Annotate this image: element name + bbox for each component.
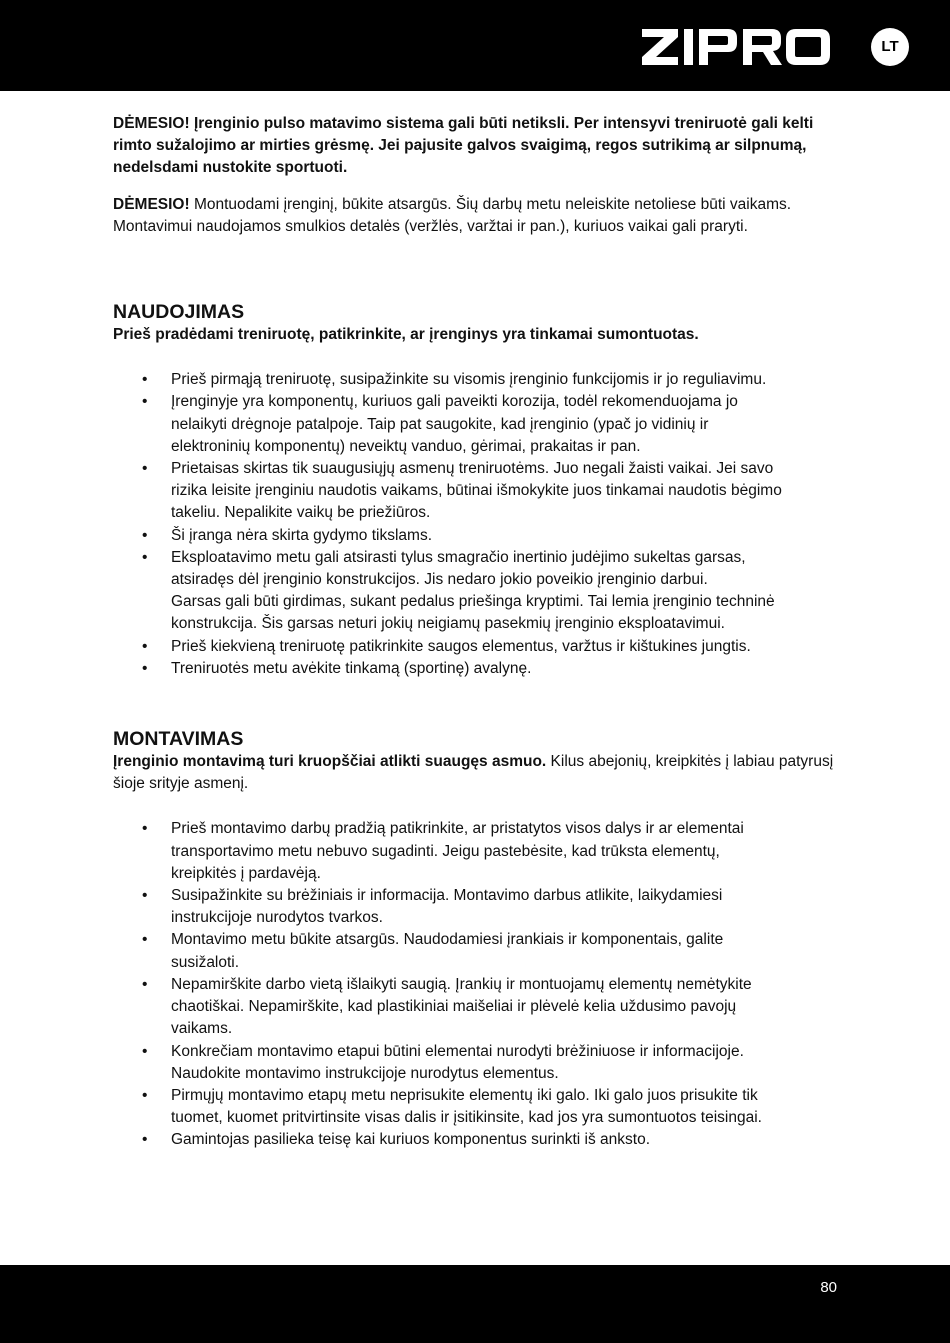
bullet-icon: • <box>142 548 148 566</box>
list-item <box>113 1041 843 1085</box>
bullet-icon: • <box>142 637 148 655</box>
bullet-icon: • <box>142 371 148 389</box>
list-item-text: Įrenginyje yra komponentų, kuriuos gali paveikti korozija, todėl rekomenduojama jo nelaikyti drėgnoje patalpoje. Taip pat saugokite, kad įrenginio (ypač jo vidinių ir elektroninių komponentų) neveiktų vanduo, gėrimai, prakaitas ir pan. <box>171 393 738 455</box>
list-item-text: Prieš montavimo darbų pradžią patikrinkite, ar pristatytos visos dalys ir ar elementai transportavimo metu nebuvo sugadinti. Jeigu pastebėsite, kad trūksta elementų, kreipkitės į pardavėją. <box>171 820 744 882</box>
list-item-text: Nepamirškite darbo vietą išlaikyti saugią. Įrankių ir montuojamų elementų nemėtykite chaotiškai. Nepamirškite, kad plastikiniai maišeliai ir plėvelė kelia uždusimo pavojų vaikams. <box>171 975 752 1038</box>
list-item-text: Montavimo metu būkite atsargūs. Naudodamiesi įrankiais ir komponentais, galite susižaloti. <box>171 931 724 971</box>
list-item-text: Ši įranga nėra skirta gydymo tikslams. <box>171 526 433 544</box>
bullet-icon: • <box>142 393 148 411</box>
list-item-text: Susipažinkite su brėžiniais ir informacija. Montavimo darbus atlikite, laikydamiesi instrukcijoje nurodytos tvarkos. <box>171 887 723 927</box>
list-item <box>113 1129 843 1151</box>
list-item-text: Treniruotės metu avėkite tinkamą (sportinę) avalynę. <box>171 659 532 677</box>
usage-list <box>113 369 843 680</box>
bullet-icon: • <box>142 1086 148 1104</box>
page-footer <box>0 1265 950 1343</box>
list-item-text: Prietaisas skirtas tik suaugusiųjų asmenų treniruotėms. Juo negali žaisti vaikai. Jei savo rizika leisite įrenginiu naudotis vaikams, būtinai išmokykite juos tinkamai naudotis bėgimo takeliu. Nepalikite vaikų be priežiūros. <box>171 460 782 522</box>
list-item <box>113 547 843 636</box>
list-item-text: Prieš pirmąją treniruotę, susipažinkite su visomis įrenginio funkcijomis ir jo reguliavimu. <box>171 371 767 389</box>
bullet-icon: • <box>142 1131 148 1149</box>
bullet-icon: • <box>142 526 148 544</box>
list-item <box>113 391 843 458</box>
list-item <box>113 929 843 973</box>
language-badge: LT <box>871 28 909 66</box>
assembly-intro-bold: Įrenginio montavimą turi kruopščiai atlikti suaugęs asmuo. <box>113 753 547 771</box>
zipro-logo <box>642 29 830 65</box>
list-item-text: Konkrečiam montavimo etapui būtini elementai nurodyti brėžiniuose ir informacijoje. Naudokite montavimo instrukcijoje nurodytus elementus. <box>171 1042 744 1082</box>
list-item <box>113 369 843 391</box>
list-item <box>113 974 843 1041</box>
warning-assembly <box>113 194 843 238</box>
usage-subtitle <box>113 324 843 346</box>
bullet-icon: • <box>142 460 148 478</box>
list-item-text: Eksploatavimo metu gali atsirasti tylus smagračio inertinio judėjimo sukeltas garsas, atsiradęs dėl įrenginio konstrukcijos. Jis nedaro jokio poveikio įrenginio darbui. Garsas gali būti girdimas, sukant pedalus priešinga kryptimi. Tai lemia įrenginio techninė konstrukcija. Šis garsas neturi jokių neigiamų pasekmių įrenginio eksploatavimui. <box>171 548 775 633</box>
list-item <box>113 818 843 885</box>
bullet-icon: • <box>142 975 148 993</box>
page-header <box>0 0 950 91</box>
section-title-usage: NAUDOJIMAS <box>113 301 245 324</box>
usage-subtitle-text: Prieš pradėdami treniruotę, patikrinkite, ar įrenginys yra tinkamai sumontuotas. <box>113 326 699 344</box>
bullet-icon: • <box>142 820 148 838</box>
list-item <box>113 885 843 929</box>
warning-label: DĖMESIO! <box>113 195 190 213</box>
assembly-intro-rest: Kilus abejonių, kreipkitės į labiau patyrusį šioje srityje asmenį. <box>113 753 834 793</box>
page-number: 80 <box>820 1279 837 1296</box>
warning-label: DĖMESIO! <box>113 115 190 132</box>
list-item <box>113 525 843 547</box>
page-content <box>113 113 843 1152</box>
list-item <box>113 1085 843 1129</box>
warning-text: Montuodami įrenginį, būkite atsargūs. Šių darbų metu neleiskite netoliese būti vaikams. Montavimui naudojamos smulkios detalės (veržlės, varžtai ir pan.), kuriuos vaikai gali praryti. <box>113 195 792 235</box>
list-item-text: Gamintojas pasilieka teisę kai kuriuos komponentus surinkti iš anksto. <box>171 1131 651 1149</box>
assembly-intro <box>113 751 843 795</box>
bullet-icon: • <box>142 887 148 905</box>
bullet-icon: • <box>142 1042 148 1060</box>
list-item-text: Pirmųjų montavimo etapų metu neprisukite elementų iki galo. Iki galo juos prisukite tik tuomet, kuomet pritvirtinsite visas dalis ir įsitikinsite, kad jos yra sumontuotos teisingai. <box>171 1086 762 1127</box>
assembly-list <box>113 818 843 1151</box>
warning-pulse <box>113 113 843 180</box>
list-item <box>113 658 843 680</box>
bullet-icon: • <box>142 659 148 677</box>
section-title-assembly: MONTAVIMAS <box>113 728 244 751</box>
list-item <box>113 636 843 658</box>
bullet-icon: • <box>142 931 148 949</box>
list-item <box>113 458 843 525</box>
warning-text: Įrenginio pulso matavimo sistema gali būti netiksli. Per intensyvi treniruotė gali kelti rimto sužalojimo ar mirties grėsmę. Jei pajusite galvos svaigimą, regos sutrikimą ar silpnumą, nedelsdami nustokite sportuoti. <box>113 115 814 177</box>
list-item-text: Prieš kiekvieną treniruotę patikrinkite saugos elementus, varžtus ir kištukines jungtis. <box>171 637 751 655</box>
